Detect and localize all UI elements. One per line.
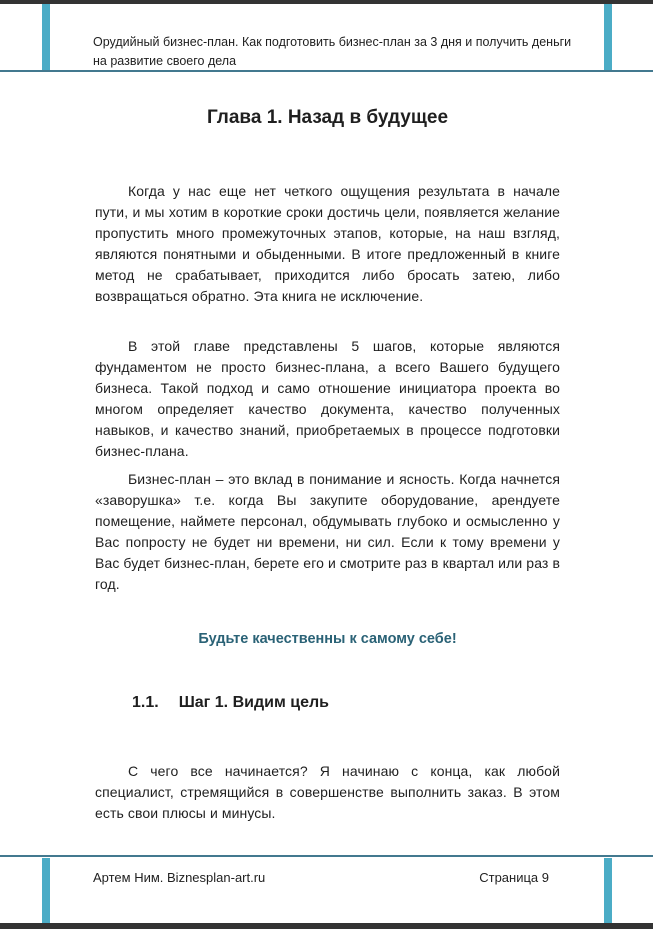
page-number: Страница 9 — [479, 870, 549, 885]
running-header — [93, 33, 575, 71]
footer-rule — [0, 855, 653, 857]
top-border — [0, 0, 653, 4]
accent-bar-top-left — [42, 4, 50, 71]
running-header-line-2: на развитие своего дела — [93, 54, 237, 68]
header-rule — [0, 70, 653, 72]
running-header-line-1: Орудийный бизнес-план. Как подготовить бизнес-план за 3 дня и получить деньги — [93, 35, 572, 49]
page-footer — [93, 870, 549, 885]
body-paragraph-1: Когда у нас еще нет четкого ощущения результата в начале пути, и мы хотим в короткие сроки достичь цели, появляется желание пропустить много промежуточных этапов, которые, на наш взгляд, являются понятными и обыденными. В итоге предложенный в книге метод не срабатывает, приходится либо бросать затею, либо возвращаться обратно. Эта книга не исключение. — [95, 183, 560, 304]
body-paragraph-4: С чего все начинается? Я начинаю с конца, как любой специалист, стремящийся в совершенстве выполнить заказ. В этом есть свои плюсы и минусы. — [95, 763, 560, 821]
accent-bar-bottom-right — [604, 858, 612, 923]
body-paragraph-3: Бизнес-план – это вклад в понимание и ясность. Когда начнется «заворушка» т.е. когда Вы закупите оборудование, арендуете помещение, наймете персонал, обдумывать глубоко и осмысленно у Вас попросту не будет ни времени, ни сил. Если к тому времени у Вас будет бизнес-план, берете его и смотрите раз в квартал или раз в год. — [95, 471, 560, 592]
section-title: Шаг 1. Видим цель — [178, 694, 329, 711]
section-heading — [132, 694, 329, 712]
accent-bar-bottom-left — [42, 858, 50, 923]
chapter-title: Глава 1. Назад в будущее — [206, 107, 449, 128]
section-number: 1.1. — [132, 694, 159, 711]
author-site-text: Артем Ним. Biznesplan-art.ru — [93, 870, 266, 885]
accent-bar-top-right — [604, 4, 612, 71]
bottom-border — [0, 923, 653, 929]
body-paragraph-2: В этой главе представлены 5 шагов, которые являются фундаментом не просто бизнес-плана, а всего Вашего будущего бизнеса. Такой подход и само отношение инициатора проекта во многом определяет качество документа, качество полученных навыков, и качество знаний, приобретаемых в процессе подготовки бизнес-плана. — [95, 338, 560, 459]
motivational-quote: Будьте качественны к самому себе! — [198, 631, 457, 647]
